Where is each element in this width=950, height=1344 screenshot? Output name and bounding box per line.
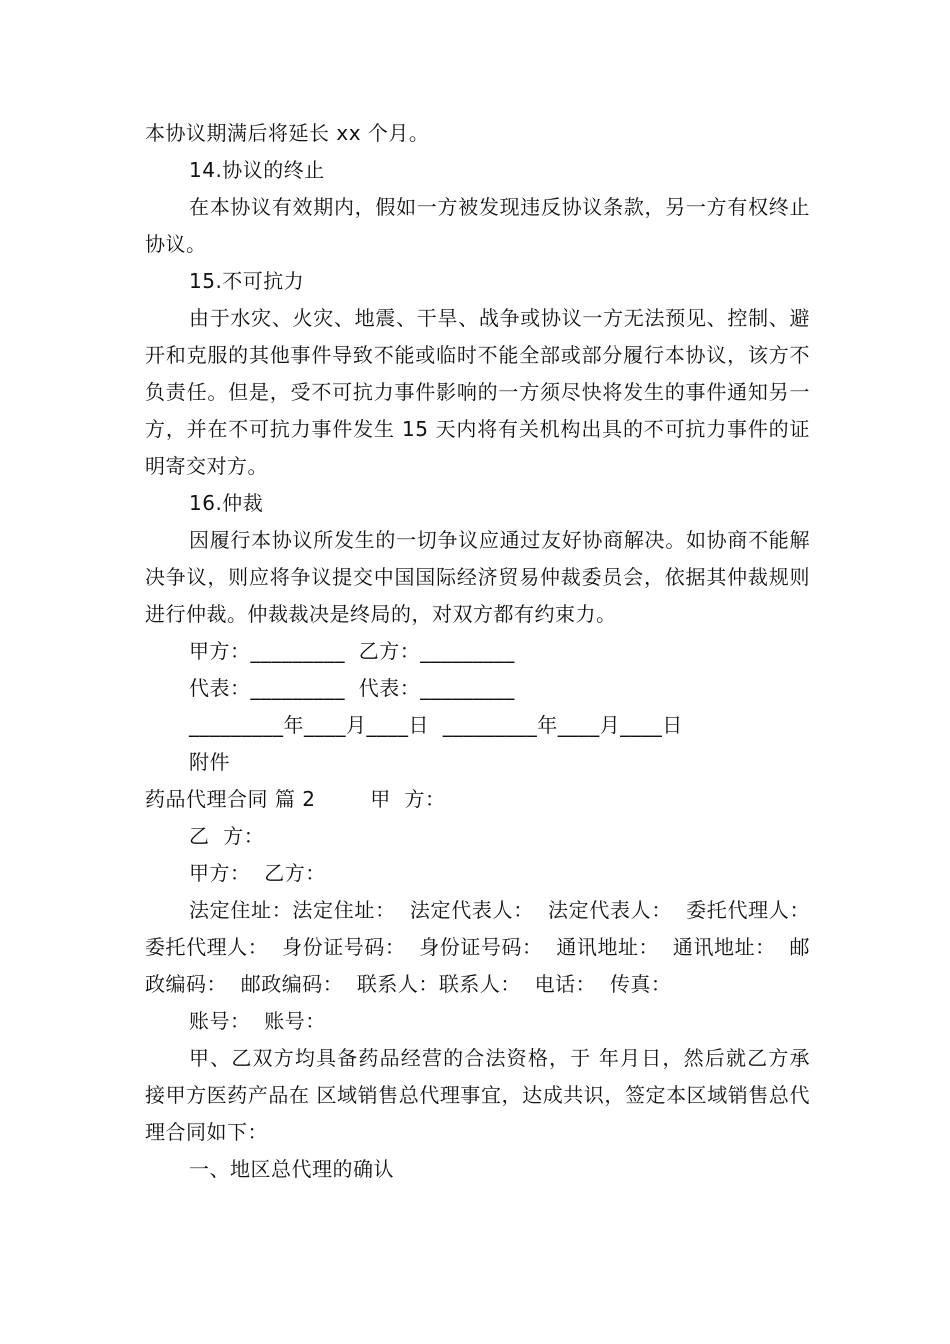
signature-dates-line: _________年____月____日 _________年____月____日 (189, 713, 683, 737)
party-details-paragraph: 法定住址：法定住址： 法定代表人： 法定代表人： 委托代理人： 委托代理人： 身份证号码： 身份证号码： 通讯地址： 通讯地址： 邮政编码： 邮政编码： 联系人：联系人： 电话： 传真： (145, 898, 824, 996)
signature-parties-line: 甲方：_________ 乙方：_________ (189, 639, 515, 663)
paragraph-termination: 在本协议有效期内，假如一方被发现违反协议条款，另一方有权终止协议。 (145, 195, 810, 256)
parties-line: 甲方： 乙方： (189, 861, 326, 885)
document-body (145, 115, 824, 1188)
heading-regional-agent: 一、地区总代理的确认 (189, 1157, 394, 1181)
contract-title-line: 药品代理合同 篇 2 甲 方： (145, 787, 446, 811)
attachment-label: 附件 (189, 750, 230, 774)
heading-arbitration: 16.仲裁 (189, 491, 264, 515)
paragraph-agreement-intro: 甲、乙双方均具备药品经营的合法资格，于 年月日，然后就乙方承接甲方医药产品在 区域销售总代理事宜，达成共识，签定本区域销售总代理合同如下： (145, 1046, 810, 1144)
paragraph-arbitration: 因履行本协议所发生的一切争议应通过友好协商解决。如协商不能解决争议，则应将争议提交中国国际经济贸易仲裁委员会，依据其仲裁规则进行仲裁。仲裁裁决是终局的，对双方都有约束力。 (145, 528, 810, 626)
paragraph-force-majeure: 由于水灾、火灾、地震、干旱、战争或协议一方无法预见、控制、避开和克服的其他事件导致不能或临时不能全部或部分履行本协议，该方不负责任。但是，受不可抗力事件影响的一方须尽快将发生的事件通知另一方，并在不可抗力事件发生 15 天内将有关机构出具的不可抗力事件的证明寄交对方。 (145, 306, 810, 478)
heading-force-majeure: 15.不可抗力 (189, 269, 305, 293)
paragraph-extension: 本协议期满后将延长 xx 个月。 (145, 121, 430, 145)
heading-termination: 14.协议的终止 (189, 158, 325, 182)
account-line: 账号： 账号： (189, 1009, 326, 1033)
signature-representatives-line: 代表：_________ 代表：_________ (189, 676, 515, 700)
party-b-line: 乙 方： (189, 824, 265, 848)
